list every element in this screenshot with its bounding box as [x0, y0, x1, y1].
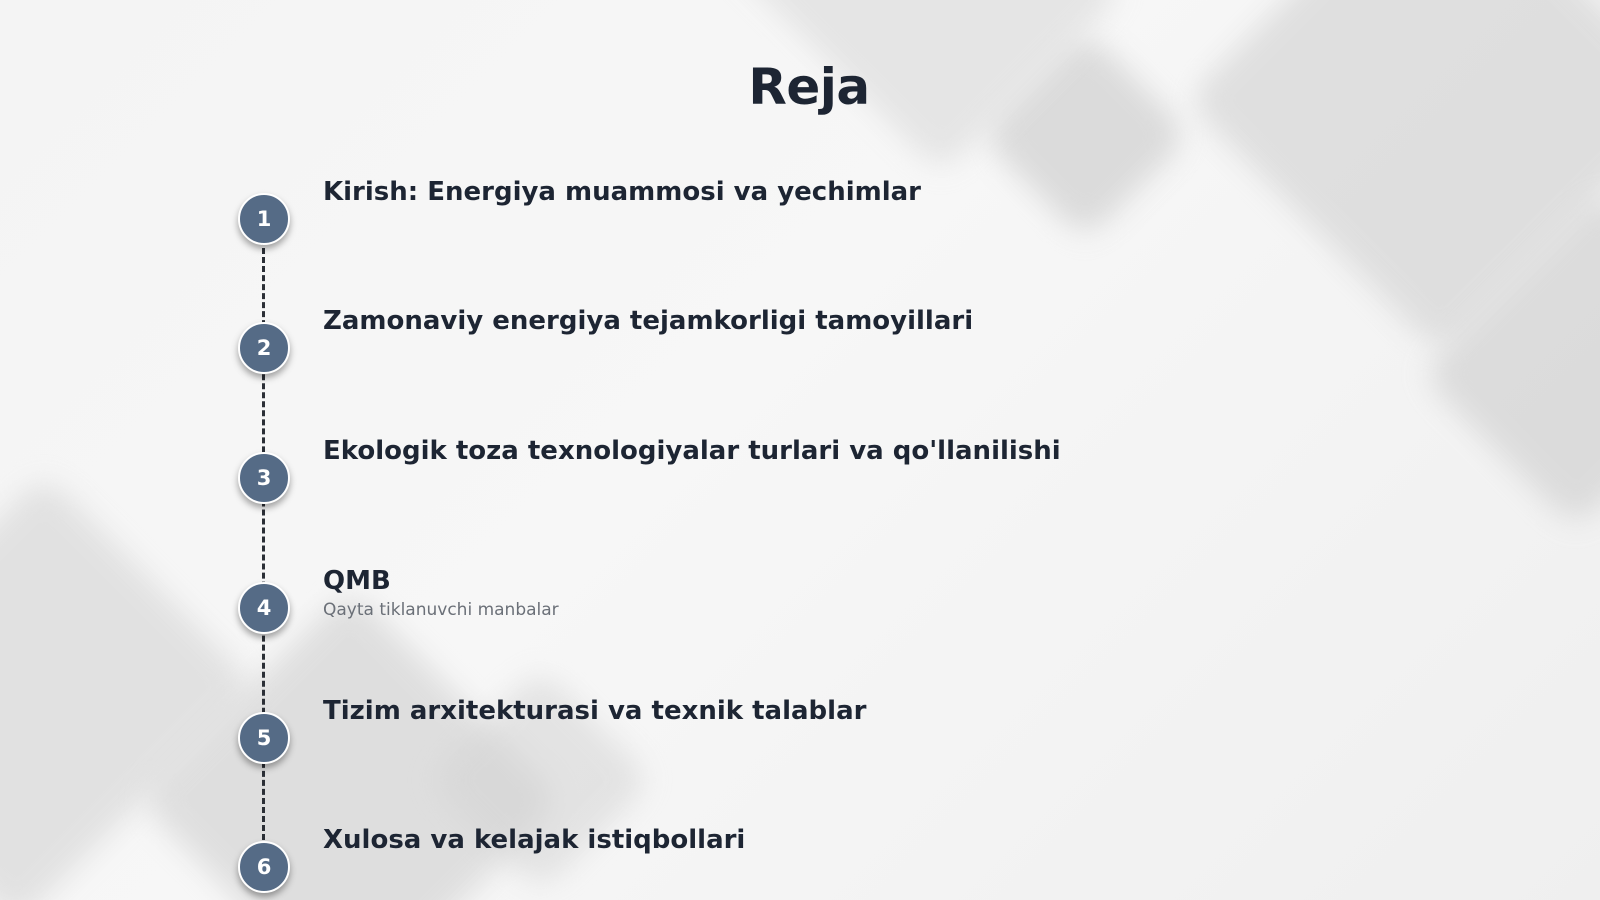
agenda-item-title: Ekologik toza texnologiyalar turlari va qo'llanilishi	[323, 436, 1061, 466]
step-number-badge: 1	[238, 193, 290, 245]
slide-title: Reja	[748, 58, 870, 116]
step-number-badge: 6	[238, 841, 290, 893]
agenda-item-title: Tizim arxitekturasi va texnik talablar	[323, 696, 867, 726]
step-number-badge: 3	[238, 452, 290, 504]
agenda-item-title: Xulosa va kelajak istiqbollari	[323, 825, 746, 855]
agenda-item-title: QMB	[323, 566, 391, 596]
step-number-badge: 5	[238, 712, 290, 764]
agenda-item-title: Kirish: Energiya muammosi va yechimlar	[323, 177, 921, 207]
step-number-badge: 4	[238, 582, 290, 634]
step-number-badge: 2	[238, 322, 290, 374]
agenda-item-subtitle: Qayta tiklanuvchi manbalar	[323, 600, 559, 620]
agenda-item-title: Zamonaviy energiya tejamkorligi tamoyillari	[323, 306, 974, 336]
